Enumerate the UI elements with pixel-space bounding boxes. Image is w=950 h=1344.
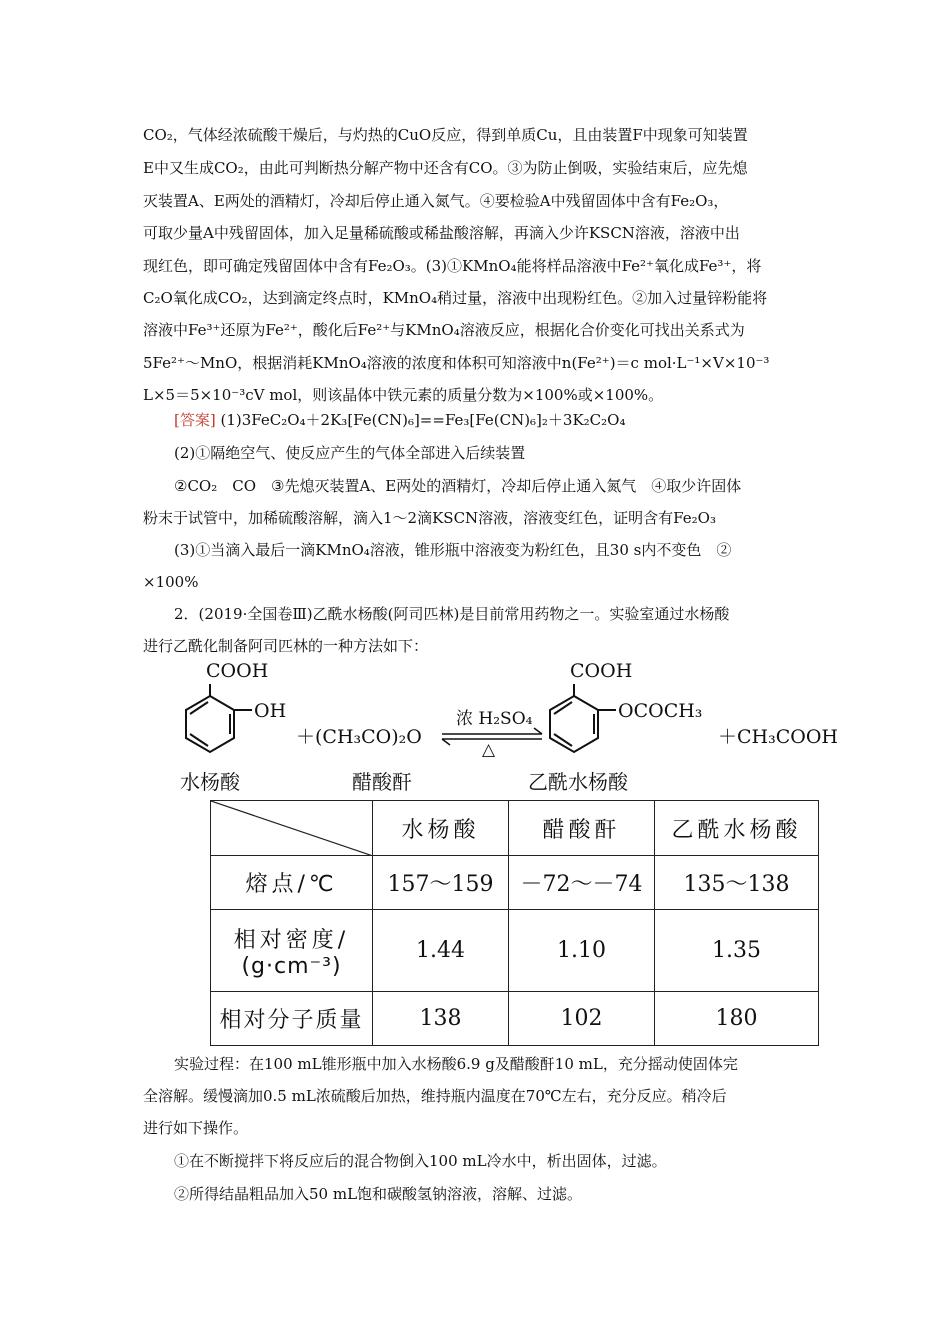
table-header-cell: 乙酰水杨酸 xyxy=(655,801,819,856)
row-label xyxy=(211,910,373,992)
table-corner-cell xyxy=(211,801,373,856)
table-cell: 102 xyxy=(509,992,655,1046)
text-line: 可取少量A中残留固体，加入足量稀硫酸或稀盐酸溶解，再滴入少许KSCN溶液，溶液中出 xyxy=(143,224,740,242)
condition-heat: △ xyxy=(482,740,496,760)
answer-line: (2)①隔绝空气、使反应产生的气体全部进入后续装置 xyxy=(174,444,526,462)
acetic-acid-formula: ＋CH₃COOH xyxy=(718,726,838,748)
label-salicylic-acid: 水杨酸 xyxy=(180,770,240,794)
process-line: 进行如下操作。 xyxy=(143,1119,249,1137)
table-cell: －72～－74 xyxy=(509,856,655,910)
aspirin-ring xyxy=(550,684,616,752)
acetic-anhydride-formula: ＋(CH₃CO)₂O xyxy=(296,726,422,748)
table-row xyxy=(211,992,819,1046)
table-cell: 157～159 xyxy=(373,856,509,910)
question-line: 进行乙酰化制备阿司匹林的一种方法如下： xyxy=(143,637,429,655)
table-header-row xyxy=(211,801,819,856)
answer-line: 粉末于试管中，加稀硫酸溶解，滴入1～2滴KSCN溶液，溶液变红色，证明含有Fe₂O₃ xyxy=(143,509,716,527)
salicylic-acid-ring xyxy=(186,684,252,752)
properties-table xyxy=(210,800,819,1046)
text-line: L×5＝5×10⁻³cV mol，则该晶体中铁元素的质量分数为×100%或×100%。 xyxy=(143,386,664,404)
row-label-line: (g·cm⁻³) xyxy=(241,953,342,979)
diagonal-line xyxy=(211,801,373,856)
text-line: E中又生成CO₂，由此可判断热分解产物中还含有CO。③为防止倒吸，实验结束后，应先熄 xyxy=(143,159,748,177)
label-aspirin: 乙酰水杨酸 xyxy=(528,770,628,794)
row-label: 熔点/℃ xyxy=(211,856,373,910)
text-line: 溶液中Fe³⁺还原为Fe²⁺，酸化后Fe²⁺与KMnO₄溶液反应，根据化合价变化可找出关系式为 xyxy=(143,321,745,339)
table-cell: 1.44 xyxy=(373,910,509,992)
table-row xyxy=(211,856,819,910)
answer-line: ×100% xyxy=(143,573,199,591)
table-cell: 180 xyxy=(655,992,819,1046)
text-line: 现红色，即可确定残留固体中含有Fe₂O₃。(3)①KMnO₄能将样品溶液中Fe²⁺氧化成Fe³⁺，将 xyxy=(143,257,762,275)
cooh-group: COOH xyxy=(206,660,269,682)
answer-line: ②CO₂ CO ③先熄灭装置A、E两处的酒精灯，冷却后停止通入氮气 ④取少许固体 xyxy=(174,477,742,495)
table-cell: 138 xyxy=(373,992,509,1046)
label-acetic-anhydride: 醋酸酐 xyxy=(352,770,412,794)
text-line: 灭装置A、E两处的酒精灯，冷却后停止通入氮气。④要检验A中残留固体中含有Fe₂O₃， xyxy=(143,192,729,210)
process-line: 实验过程：在100 mL锥形瓶中加入水杨酸6.9 g及醋酸酐10 mL，充分摇动使固体完 xyxy=(174,1055,738,1073)
answer-line xyxy=(174,410,808,430)
table-row xyxy=(211,910,819,992)
text-line: C₂O氧化成CO₂，达到滴定终点时，KMnO₄稍过量，溶液中出现粉红色。②加入过量锌粉能将 xyxy=(143,289,768,307)
process-line: 全溶解。缓慢滴加0.5 mL浓硫酸后加热，维持瓶内温度在70℃左右，充分反应。稍冷后 xyxy=(143,1087,727,1105)
table-cell: 1.10 xyxy=(509,910,655,992)
oh-group: OH xyxy=(254,700,287,722)
table-cell: 1.35 xyxy=(655,910,819,992)
ococh3-group: OCOCH₃ xyxy=(618,700,703,722)
answer-tag: [答案] xyxy=(174,411,216,429)
condition-catalyst: 浓 H₂SO₄ xyxy=(456,709,533,729)
question-line: 2．(2019·全国卷Ⅲ)乙酰水杨酸(阿司匹林)是目前常用药物之一。实验室通过水杨酸 xyxy=(174,605,730,623)
table-header-cell: 水杨酸 xyxy=(373,801,509,856)
answer-text: (1)3FeC₂O₄＋2K₃[Fe(CN)₆]==Fe₃[Fe(CN)₆]₂＋3K₂C₂O₄ xyxy=(220,411,626,429)
table-cell: 135～138 xyxy=(655,856,819,910)
text-line: CO₂，气体经浓硫酸干燥后，与灼热的CuO反应，得到单质Cu，且由装置F中现象可知装置 xyxy=(143,126,748,144)
process-line: ①在不断搅拌下将反应后的混合物倒入100 mL冷水中，析出固体，过滤。 xyxy=(174,1152,667,1170)
row-label-line: 相对密度/ xyxy=(233,927,350,953)
process-line: ②所得结晶粗品加入50 mL饱和碳酸氢钠溶液，溶解、过滤。 xyxy=(174,1185,583,1203)
text-line: 5Fe²⁺～MnO，根据消耗KMnO₄溶液的浓度和体积可知溶液中n(Fe²⁺)＝c mol·L⁻¹×V×10⁻³ xyxy=(143,354,770,372)
answer-line: (3)①当滴入最后一滴KMnO₄溶液，锥形瓶中溶液变为粉红色，且30 s内不变色 ② xyxy=(174,541,732,559)
row-label: 相对分子质量 xyxy=(211,992,373,1046)
cooh-group: COOH xyxy=(570,660,633,682)
table-header-cell: 醋酸酐 xyxy=(509,801,655,856)
reaction-scheme xyxy=(150,660,850,800)
